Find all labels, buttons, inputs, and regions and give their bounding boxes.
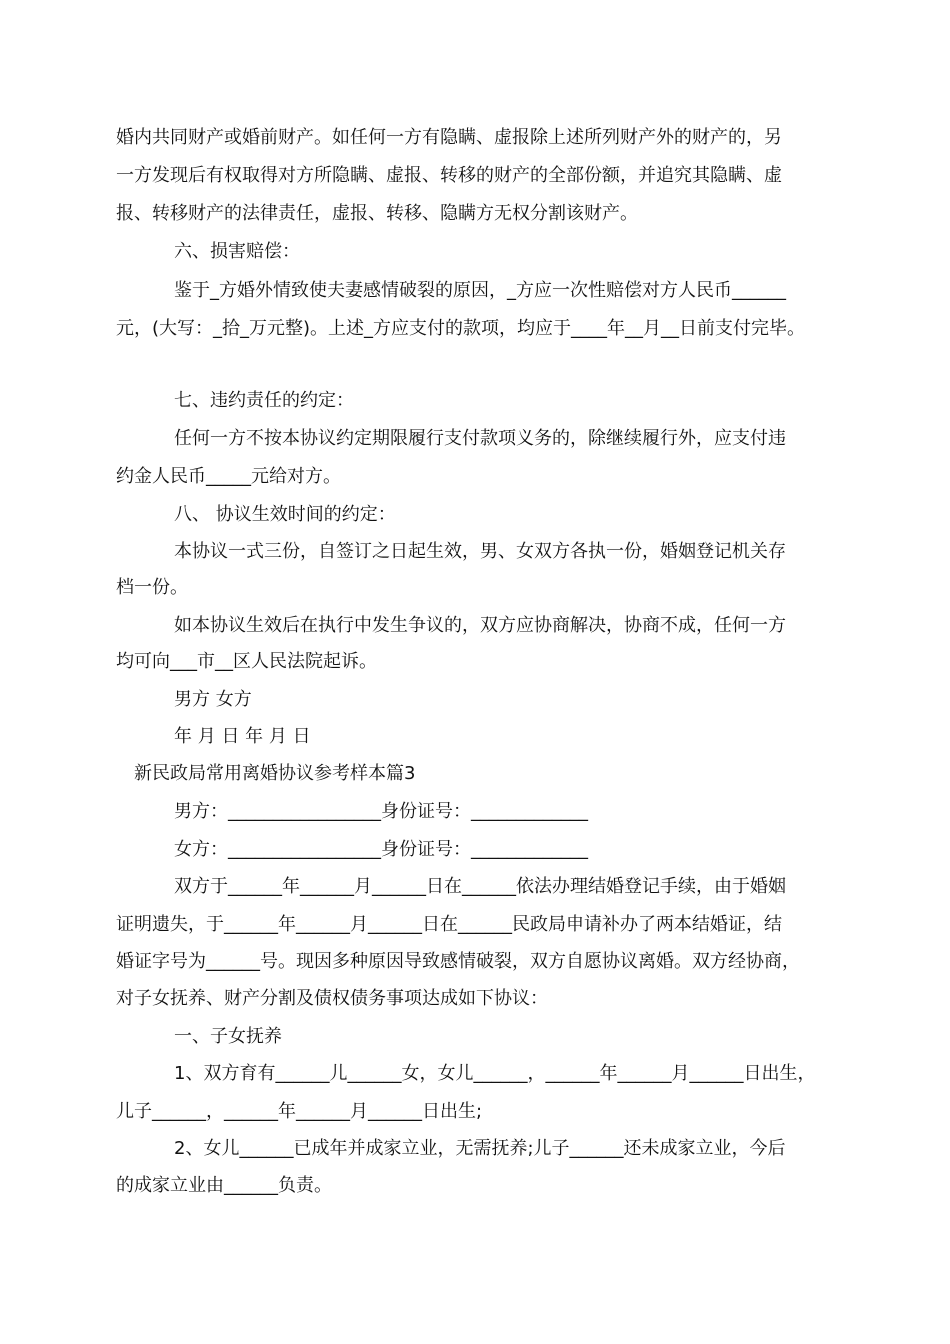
text-line: 1、双方育有______儿______女，女儿______，______年______月______日出生， [174,1063,816,1084]
text-line: 婚内共同财产或婚前财产。如任何一方有隐瞒、虚报除上述所列财产外的财产的，另 [116,127,782,148]
text-line: 证明遗失，于______年______月______日在______民政局申请补办了两本结婚证，结 [116,914,782,935]
text-line: 鉴于_方婚外情致使夫妻感情破裂的原因，_方应一次性赔偿对方人民币______ [174,280,786,301]
text-line: 约金人民币_____元给对方。 [116,466,341,487]
text-line: 报、转移财产的法律责任，虚报、转移、隐瞒方无权分割该财产。 [116,203,638,224]
text-line: 如本协议生效后在执行中发生争议的，双方应协商解决，协商不成，任何一方 [174,615,786,636]
text-line: 一方发现后有权取得对方所隐瞒、虚报、转移的财产的全部份额，并追究其隐瞒、虚 [116,165,782,186]
husband-info-line: 男方：_________________身份证号：_____________ [174,801,588,822]
signature-dates: 年 月 日 年 月 日 [174,726,311,747]
text-line: 本协议一式三份，自签订之日起生效，男、女双方各执一份，婚姻登记机关存 [174,541,786,562]
text-line: 任何一方不按本协议约定期限履行支付款项义务的，除继续履行外，应支付违 [174,428,786,449]
text-line: 儿子______，______年______月______日出生; [116,1101,483,1122]
text-line: 婚证字号为______号。现因多种原因导致感情破裂，双方自愿协议离婚。双方经协商， [116,951,800,972]
text-line: 元，(大写：_拾_万元整)。上述_方应支付的款项，均应于____年__月__日前支付完毕。 [116,318,806,339]
text-line: 双方于______年______月______日在______依法办理结婚登记手续，由于婚姻 [174,876,786,897]
signature-parties: 男方 女方 [174,689,252,710]
section-heading: 一、子女抚养 [174,1026,282,1047]
section-heading: 七、违约责任的约定： [174,390,354,411]
text-line: 档一份。 [116,577,188,598]
section-heading: 六、损害赔偿： [174,241,300,262]
text-line: 2、女儿______已成年并成家立业，无需抚养;儿子______还未成家立业，今后 [174,1138,786,1159]
text-line: 的成家立业由______负责。 [116,1175,332,1196]
section-heading: 八、 协议生效时间的约定： [174,504,396,525]
document-title: 新民政局常用离婚协议参考样本篇3 [134,763,416,784]
text-line: 均可向___市__区人民法院起诉。 [116,651,377,672]
text-line: 对子女抚养、财产分割及债权债务事项达成如下协议： [116,988,548,1009]
wife-info-line: 女方：_________________身份证号：_____________ [174,839,588,860]
